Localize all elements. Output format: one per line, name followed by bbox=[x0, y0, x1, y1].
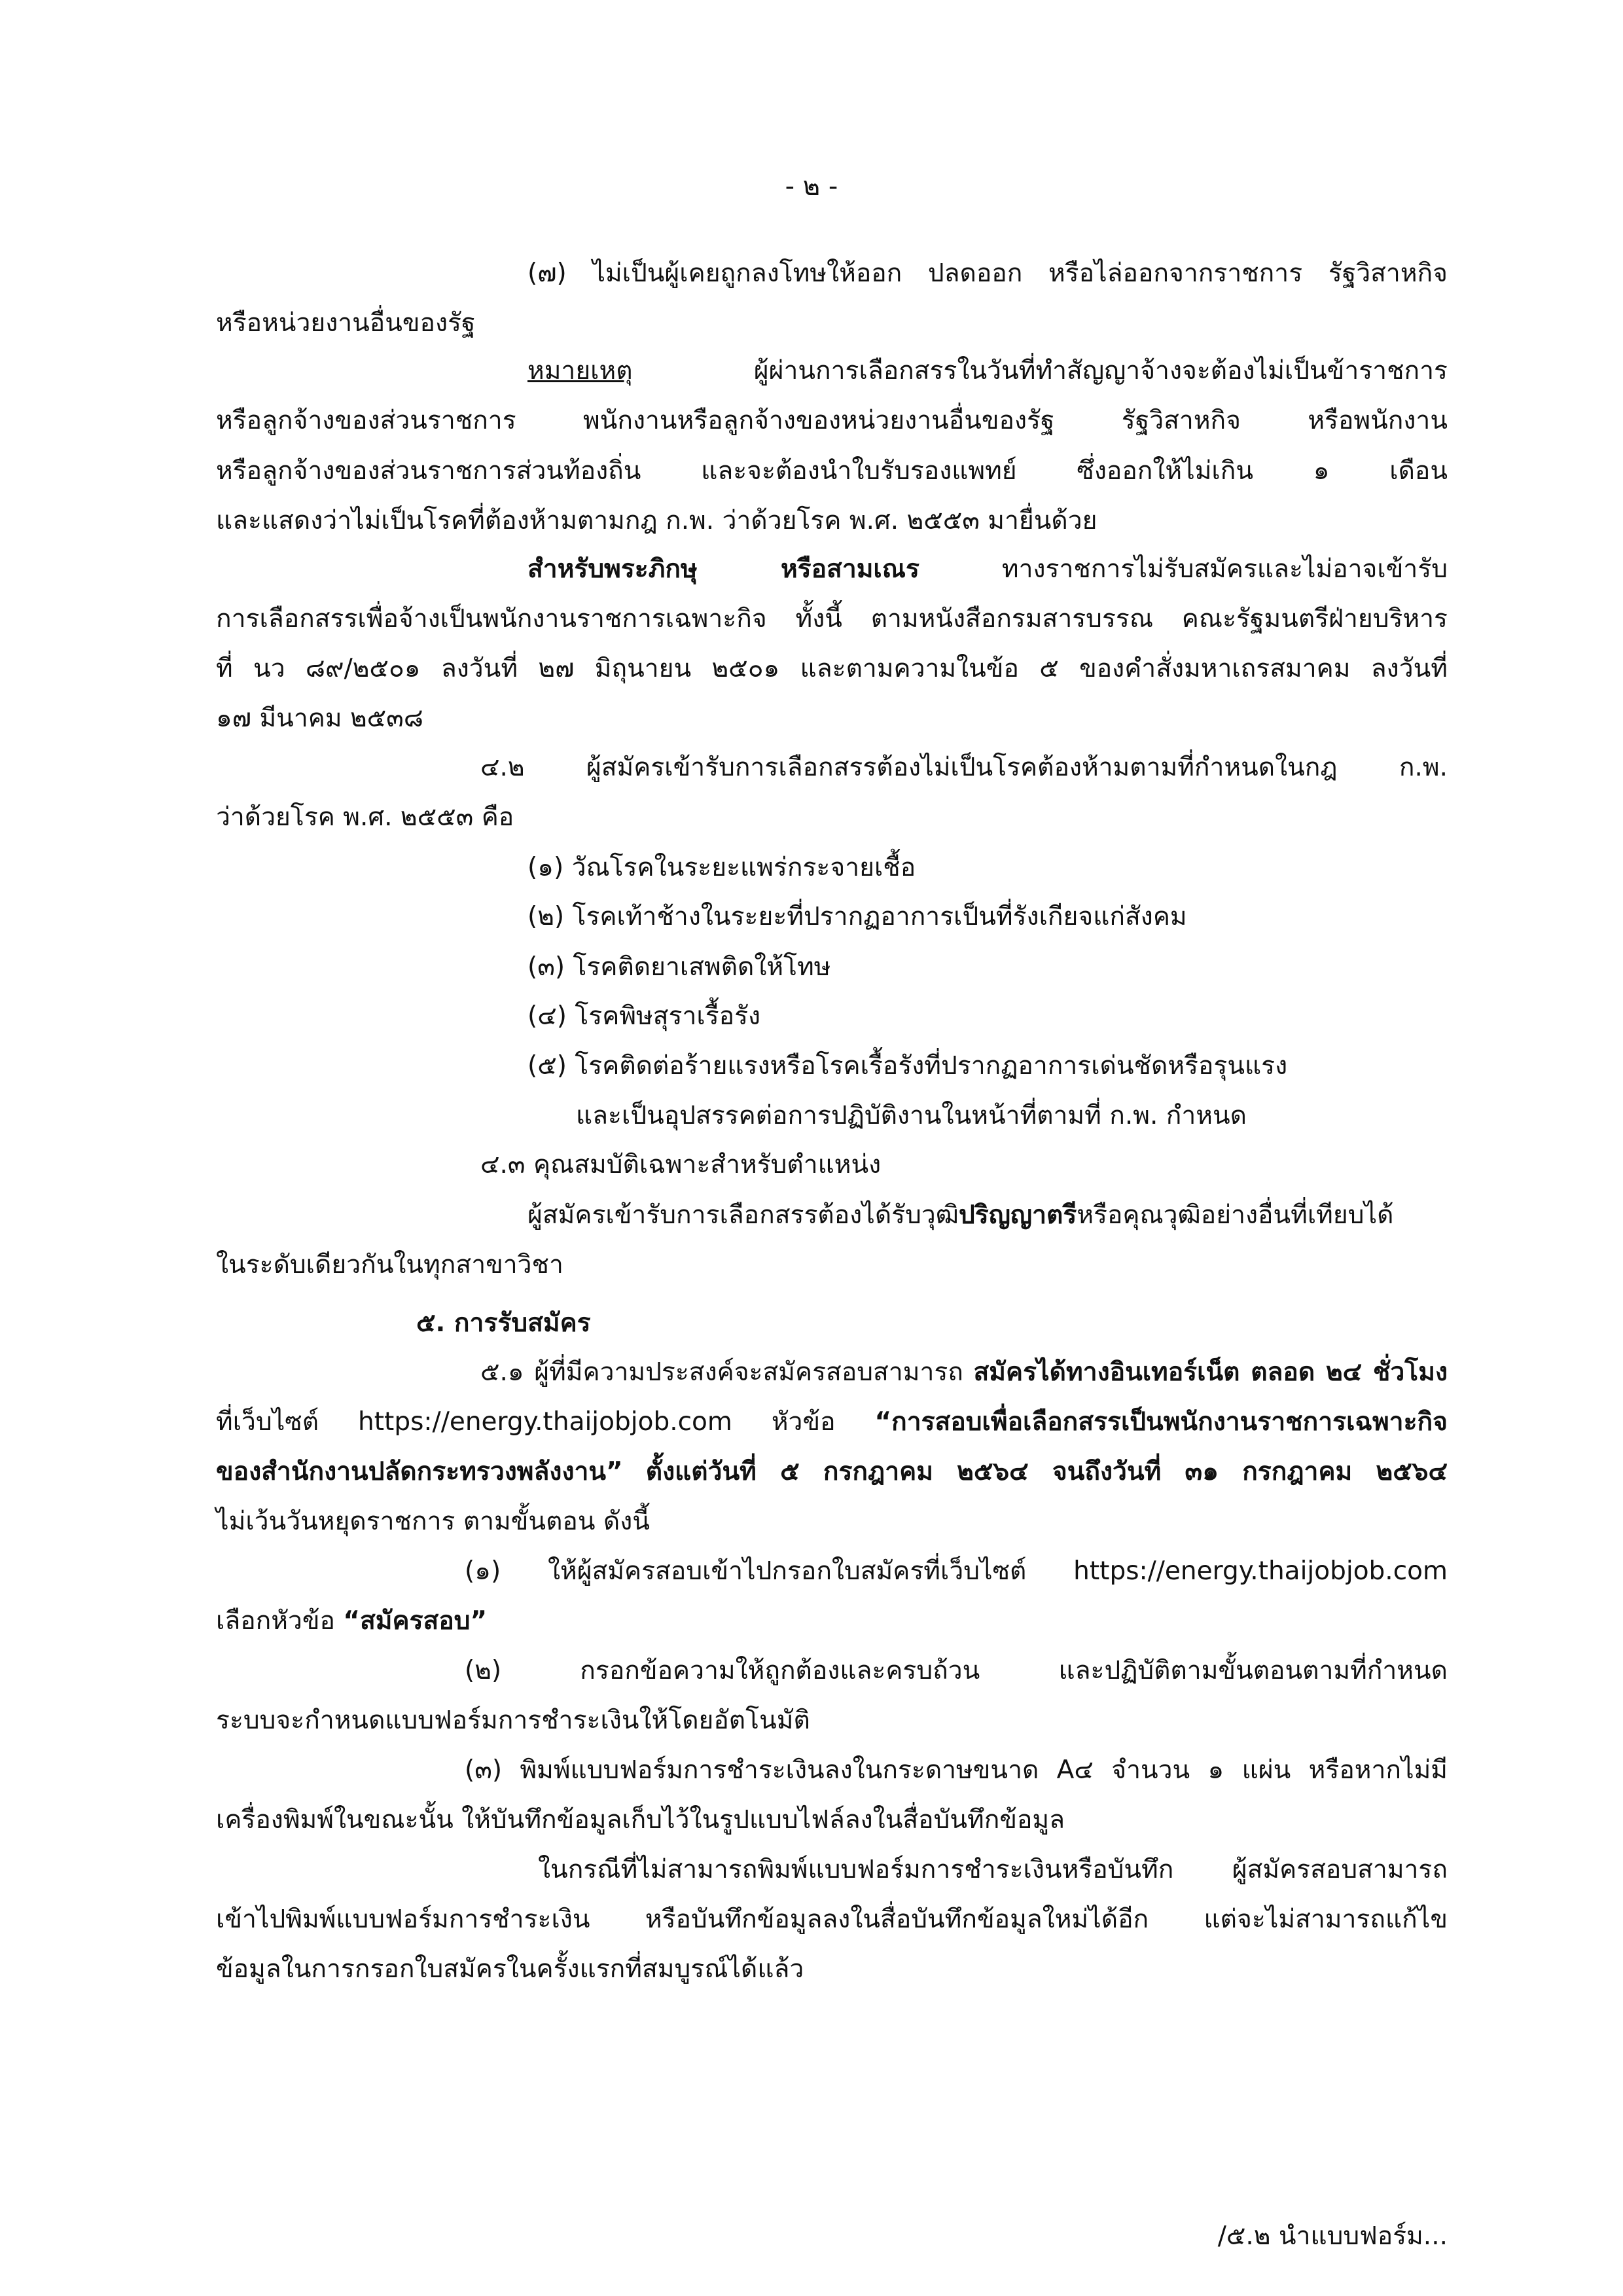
step3-line1: (๓) พิมพ์แบบฟอร์มการชำระเงินลงในกระดาษขนาด A๔ จำนวน ๑ แผ่น หรือหากไม่มี bbox=[465, 1755, 1448, 1785]
note-line1 bbox=[527, 358, 1448, 384]
note-label: หมายเหตุ bbox=[527, 356, 633, 386]
section-5-1-text-b: สมัครได้ทางอินเทอร์เน็ต ตลอด ๒๔ ชั่วโมง bbox=[973, 1357, 1448, 1387]
disease-item-3: (๓) โรคติดยาเสพติดให้โทษ bbox=[527, 952, 831, 982]
note-line2: หรือลูกจ้างของส่วนราชการ พนักงานหรือลูกจ้างของหน่วยงานอื่นของรัฐ รัฐวิสาหกิจ หรือพนักงาน bbox=[216, 406, 1448, 435]
page-number: - ๒ - bbox=[785, 171, 838, 202]
step1-text-a: เลือกหัวข้อ bbox=[216, 1606, 335, 1636]
section-5-heading: ๕. การรับสมัคร bbox=[416, 1308, 591, 1338]
section-4-2-line2: ว่าด้วยโรค พ.ศ. ๒๕๕๓ คือ bbox=[216, 802, 514, 832]
step3-line2: เครื่องพิมพ์ในขณะนั้น ให้บันทึกข้อมูลเก็บไว้ในรูปแบบไฟล์ลงในสื่อบันทึกข้อมูล bbox=[216, 1805, 1065, 1835]
step1-line1: (๑) ให้ผู้สมัครสอบเข้าไปกรอกใบสมัครที่เว็บไซต์ https://energy.thaijobjob.com bbox=[465, 1556, 1448, 1586]
section-5-1-line3 bbox=[216, 1459, 1448, 1484]
monks-line4: ๑๗ มีนาคม ๒๕๓๘ bbox=[216, 704, 423, 733]
case-line3: ข้อมูลในการกรอกใบสมัครในครั้งแรกที่สมบูรณ์ได้แล้ว bbox=[216, 1954, 804, 1984]
step2-line1: (๒) กรอกข้อความให้ถูกต้องและครบถ้วน และปฏิบัติตามขั้นตอนตามที่กำหนด bbox=[465, 1656, 1448, 1685]
degree-requirement: ปริญญาตรี bbox=[958, 1200, 1077, 1230]
section-5-1-url-text: ที่เว็บไซต์ https://energy.thaijobjob.com หัวข้อ bbox=[216, 1407, 836, 1437]
continuation-footer: /๕.๒ นำแบบฟอร์ม... bbox=[1217, 2221, 1448, 2251]
disease-item-2: (๒) โรคเท้าช้างในระยะที่ปรากฏอาการเป็นที่รังเกียจแก่สังคม bbox=[527, 902, 1187, 931]
section-4-3-heading: ๔.๓ คุณสมบัติเฉพาะสำหรับตำแหน่ง bbox=[480, 1150, 882, 1179]
note-line3: หรือลูกจ้างของส่วนราชการส่วนท้องถิ่น และจะต้องนำใบรับรองแพทย์ ซึ่งออกให้ไม่เกิน ๑ เดือน bbox=[216, 456, 1448, 486]
section-4-3-line2: ในระดับเดียวกันในทุกสาขาวิชา bbox=[216, 1250, 563, 1280]
section-5-1-line4: ไม่เว้นวันหยุดราชการ ตามขั้นตอน ดังนี้ bbox=[216, 1507, 650, 1536]
section-5-1-line1 bbox=[480, 1359, 1448, 1385]
case-line1: ในกรณีที่ไม่สามารถพิมพ์แบบฟอร์มการชำระเงินหรือบันทึก ผู้สมัครสอบสามารถ bbox=[538, 1855, 1448, 1884]
section-4-3-text-a: ผู้สมัครเข้ารับการเลือกสรรต้องได้รับวุฒิ bbox=[527, 1200, 959, 1230]
monks-line3: ที่ นว ๘๙/๒๕๐๑ ลงวันที่ ๒๗ มิถุนายน ๒๕๐๑ และตามความในข้อ ๕ ของคำสั่งมหาเถรสมาคม ลงวันที่ bbox=[216, 654, 1448, 683]
disease-item-5-cont: และเป็นอุปสรรคต่อการปฏิบัติงานในหน้าที่ตามที่ ก.พ. กำหนด bbox=[576, 1101, 1247, 1130]
exam-title-part2: ของสำนักงานปลัดกระทรวงพลังงาน” bbox=[216, 1457, 623, 1486]
step2-line2: ระบบจะกำหนดแบบฟอร์มการชำระเงินให้โดยอัตโนมัติ bbox=[216, 1706, 810, 1735]
exam-title-part1: “การสอบเพื่อเลือกสรรเป็นพนักงานราชการเฉพาะกิจ bbox=[874, 1407, 1448, 1437]
section-5-1-line2 bbox=[216, 1409, 1448, 1435]
disease-item-1: (๑) วัณโรคในระยะแพร่กระจายเชื้อ bbox=[527, 853, 916, 882]
monks-line1 bbox=[527, 556, 1448, 582]
item7-line2: หรือหน่วยงานอื่นของรัฐ bbox=[216, 308, 476, 338]
disease-item-5: (๕) โรคติดต่อร้ายแรงหรือโรคเรื้อรังที่ปรากฏอาการเด่นชัดหรือรุนแรง bbox=[527, 1051, 1288, 1081]
application-period: ตั้งแต่วันที่ ๕ กรกฎาคม ๒๕๖๔ จนถึงวันที่ ๓๑ กรกฎาคม ๒๕๖๔ bbox=[645, 1457, 1448, 1486]
monks-label: สำหรับพระภิกษุ หรือสามเณร bbox=[527, 554, 919, 584]
section-4-2-line1: ๔.๒ ผู้สมัครเข้ารับการเลือกสรรต้องไม่เป็นโรคต้องห้ามตามที่กำหนดในกฎ ก.พ. bbox=[480, 753, 1448, 782]
step1-line2 bbox=[216, 1608, 487, 1634]
note-line4: และแสดงว่าไม่เป็นโรคที่ต้องห้ามตามกฎ ก.พ. ว่าด้วยโรค พ.ศ. ๒๕๕๓ มายื่นด้วย bbox=[216, 506, 1097, 535]
disease-item-4: (๔) โรคพิษสุราเรื้อรัง bbox=[527, 1001, 761, 1031]
monks-line2: การเลือกสรรเพื่อจ้างเป็นพนักงานราชการเฉพาะกิจ ทั้งนี้ ตามหนังสือกรมสารบรรณ คณะรัฐมนตรีฝ่ายบริหาร bbox=[216, 604, 1448, 634]
note-text-1: ผู้ผ่านการเลือกสรรในวันที่ทำสัญญาจ้างจะต้องไม่เป็นข้าราชการ bbox=[753, 356, 1448, 386]
monks-text-1: ทางราชการไม่รับสมัครและไม่อาจเข้ารับ bbox=[1001, 554, 1448, 584]
step1-topic: “สมัครสอบ” bbox=[343, 1606, 488, 1636]
section-4-3-line1 bbox=[527, 1202, 1448, 1228]
section-5-1-text-a: ๕.๑ ผู้ที่มีความประสงค์จะสมัครสอบสามารถ bbox=[480, 1357, 963, 1387]
section-4-3-text-c: หรือคุณวุฒิอย่างอื่นที่เทียบได้ bbox=[1077, 1200, 1394, 1230]
case-line2: เข้าไปพิมพ์แบบฟอร์มการชำระเงิน หรือบันทึกข้อมูลลงในสื่อบันทึกข้อมูลใหม่ได้อีก แต่จะไม่สามารถแก้ไข bbox=[216, 1905, 1448, 1934]
item7-line1: (๗) ไม่เป็นผู้เคยถูกลงโทษให้ออก ปลดออก หรือไล่ออกจากราชการ รัฐวิสาหกิจ bbox=[527, 259, 1448, 288]
